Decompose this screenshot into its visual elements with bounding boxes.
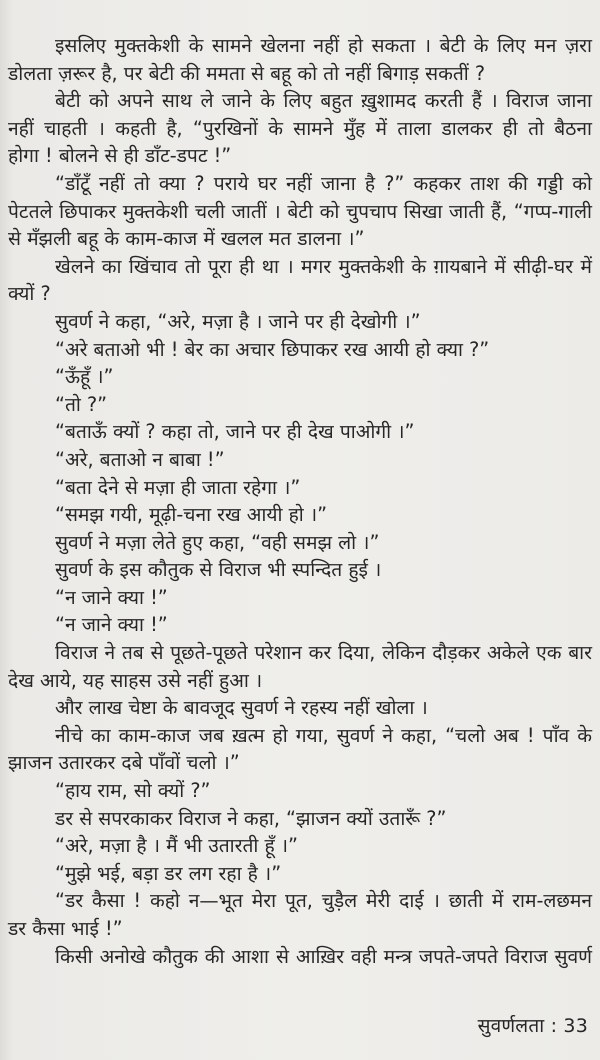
text-line: डर कैसा भाई !” [8,917,123,940]
text-line: नहीं चाहती । कहती है, “पुरखिनों के सामने मुँह में ताला डालकर ही तो बैठना [8,116,592,140]
text-line: डोलता ज़रूर है, पर बेटी की ममता से बहू को तो नहीं बिगाड़ सकतीं ? [8,61,486,85]
text-line: “डर कैसा ! कहो न—भूत मेरा पूत, चुड़ैल मेरी दाई । छाती में राम-लछमन [55,889,592,913]
text-line: विराज ने तब से पूछते-पूछते परेशान कर दिया, लेकिन दौड़कर अकेले एक बार [55,641,592,665]
text-line: सुवर्ण ने कहा, “अरे, मज़ा है । जाने पर ही देखोगी ।” [55,309,421,333]
text-line: सुवर्ण ने मज़ा लेते हुए कहा, “वही समझ लो ।” [55,530,380,554]
text-line: नीचे का काम-काज जब ख़त्म हो गया, सुवर्ण ने कहा, “चलो अब ! पाँव के [55,723,592,747]
text-line: “अरे, मज़ा है । मैं भी उतारती हूँ ।” [55,834,298,858]
text-line: इसलिए मुक्तकेशी के सामने खेलना नहीं हो सकता । बेटी के लिए मन ज़रा [55,34,592,57]
text-line: “बताऊँ क्यों ? कहा तो, जाने पर ही देख पाओगी ।” [55,420,415,444]
text-line: “अरे बताओ भी ! बेर का अचार छिपाकर रख आयी हो क्या ?” [55,337,490,361]
text-line: “हाय राम, सो क्यों ?” [55,779,211,803]
text-line: “न जाने क्या !” [55,585,168,609]
text-line: “समझ गयी, मूढ़ी-चना रख आयी हो ।” [55,503,328,527]
text-line: “न जाने क्या !” [55,613,168,637]
text-line: पेटतले छिपाकर मुक्तकेशी चली जातीं । बेटी को चुपचाप सिखा जाती हैं, “गप्प-गाली [8,199,592,223]
text-line: से मँझली बहू के काम-काज में खलल मत डालना ।” [8,227,365,251]
text-line: डर से सपरकाकर विराज ने कहा, “झाजन क्यों उतारूँ ?” [55,806,447,830]
text-line: किसी अनोखे कौतुक की आशा से आख़िर वही मन्त्र जपते-जपते विराज सुवर्ण [55,944,592,968]
text-line: झाजन उतारकर दबे पाँवों चलो ।” [8,751,240,775]
text-line: बेटी को अपने साथ ले जाने के लिए बहुत ख़ुशामद करती हैं । विराज जाना [55,89,592,113]
text-line: “मुझे भई, बड़ा डर लग रहा है ।” [55,861,282,885]
text-line: और लाख चेष्टा के बावजूद सुवर्ण ने रहस्य नहीं खोला । [55,696,428,720]
text-line: “डाँटूँ नहीं तो क्या ? पराये घर नहीं जाना है ?” कहकर ताश की गड्डी को [55,171,592,195]
text-line: होगा ! बोलने से ही डाँट-डपट !” [8,144,232,168]
text-line: क्यों ? [8,282,51,306]
text-line: “ऊँहूँ ।” [55,365,114,389]
text-line: “अरे, बताओ न बाबा !” [55,447,225,471]
body-text [8,32,592,970]
text-line: सुवर्ण के इस कौतुक से विराज भी स्पन्दित हुई । [55,558,382,582]
page-footer: सुवर्णलता : 33 [477,1015,588,1037]
text-line: खेलने का खिंचाव तो पूरा ही था । मगर मुक्तकेशी के ग़ायबाने में सीढ़ी-घर में [55,254,592,278]
text-line: देख आये, यह साहस उसे नहीं हुआ । [8,668,263,692]
text-line: “बता देने से मज़ा ही जाता रहेगा ।” [55,475,301,499]
text-line: “तो ?” [55,392,108,416]
